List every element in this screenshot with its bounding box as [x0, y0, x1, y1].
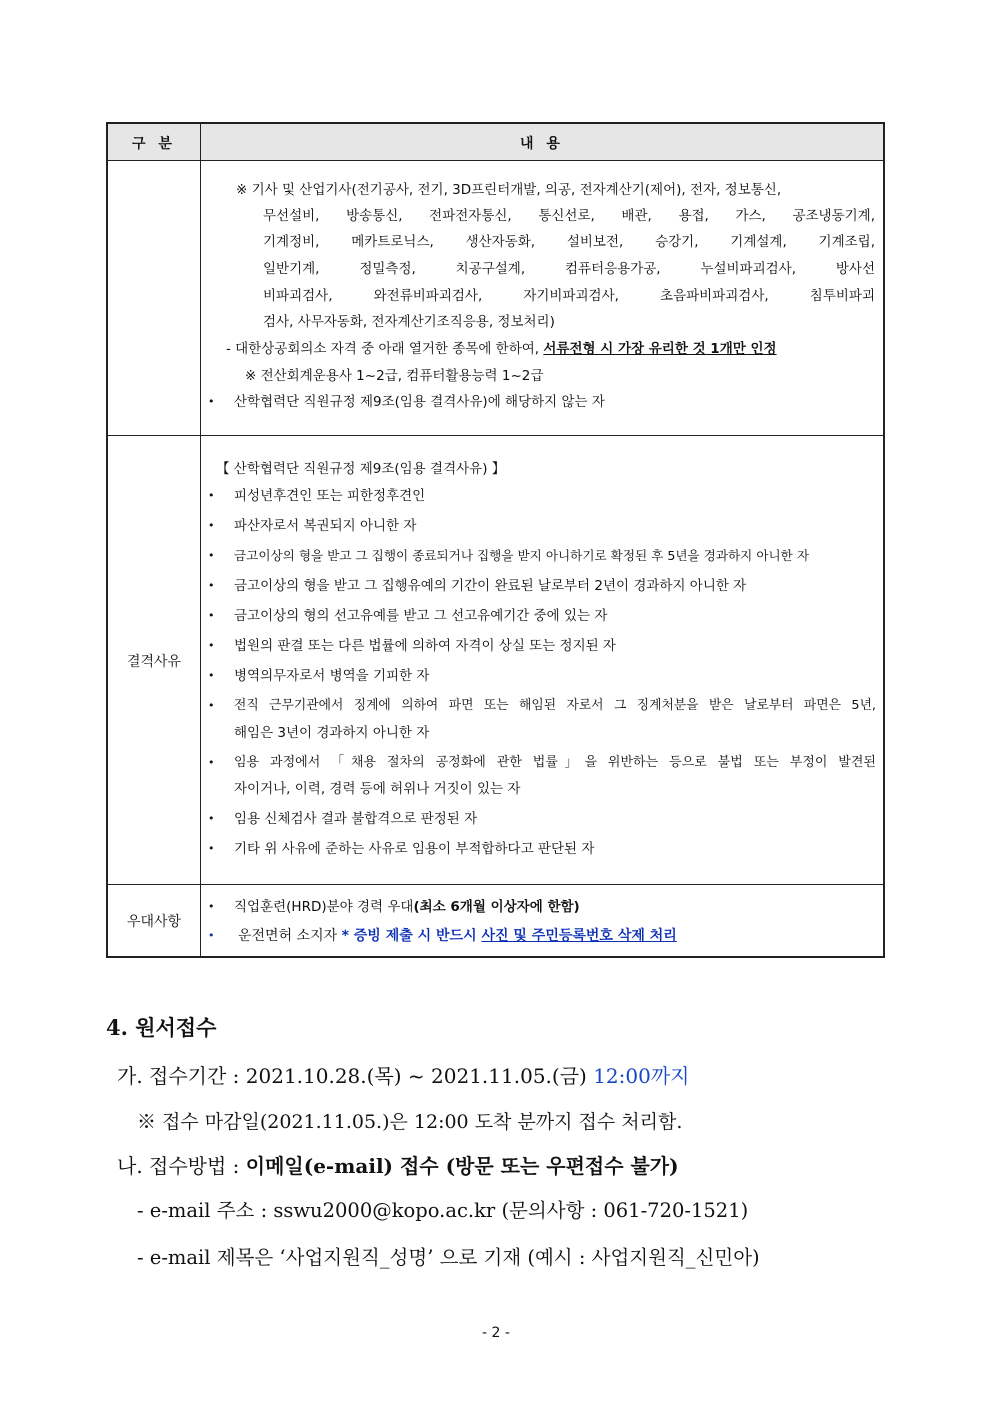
note-line: 무선설비, 방송통신, 전파전자통신, 통신선로, 배관, 용접, 가스, 공조냉동기계, — [263, 208, 875, 224]
row-divider — [108, 435, 883, 436]
preference-text: 운전면허 소지자 — [238, 928, 342, 944]
note-line: ※ 기사 및 산업기사(전기공사, 전기, 3D프린터개발, 의공, 전자계산기(제어), 전자, 정보통신, — [236, 182, 782, 198]
row-label-disqualification: 결격사유 — [126, 654, 182, 670]
preference-text: 직업훈련(HRD)분야 경력 우대 — [234, 899, 414, 915]
deadline-note: ※ 접수 마감일(2021.11.05.)은 12:00 도착 분까지 접수 처리함. — [137, 1111, 683, 1133]
period-text: 가. 접수기간 : 2021.10.28.(목) ~ 2021.11.05.(금) — [117, 1064, 594, 1088]
star-mark: * — [341, 928, 354, 944]
bullet-icon: • — [208, 639, 215, 652]
requirements-table — [106, 122, 885, 958]
chamber-text: - 대한상공회의소 자격 중 아래 열거한 종목에 한하여, — [226, 341, 544, 357]
list-item: 임용 과정에서 「채용 절차의 공정화에 관한 법률」을 위반하는 등으로 불법 또는 부정이 발견된 — [234, 755, 876, 770]
list-item-continuation: 자이거나, 이력, 경력 등에 허위나 거짓이 있는 자 — [234, 781, 521, 797]
page-number: - 2 - — [482, 1325, 510, 1341]
period-deadline: 12:00까지 — [593, 1064, 690, 1088]
preference-item — [234, 898, 580, 916]
note-line: 비파괴검사, 와전류비파괴검사, 자기비파괴검사, 초음파비파괴검사, 침투비파괴 — [263, 288, 875, 304]
table-header — [108, 124, 883, 161]
bullet-icon: • — [208, 842, 215, 855]
note-line: 일반기계, 정밀측정, 치공구설계, 컴퓨터응용가공, 누설비파괴검사, 방사선 — [263, 261, 875, 277]
bullet-icon: • — [208, 579, 215, 592]
column-divider — [200, 124, 201, 956]
method-emphasis: 이메일(e-mail) 접수 (방문 또는 우편접수 불가) — [245, 1154, 679, 1178]
email-subject-line: - e-mail 제목은 ‘사업지원직_성명’ 으로 기재 (예시 : 사업지원직_신민아) — [137, 1246, 760, 1269]
list-item: 금고이상의 형을 받고 그 집행이 종료되거나 집행을 받지 아니하기로 확정된 후 5년을 경과하지 아니한 자 — [234, 548, 810, 563]
list-item: 전직 근무기관에서 징계에 의하여 파면 또는 해임된 자로서 그 징계처분을 받은 날로부터 파면은 5년, — [234, 698, 876, 713]
preference-emphasis: 증빙 제출 시 반드시 — [353, 928, 482, 944]
bullet-icon: • — [208, 519, 215, 532]
bullet-icon: • — [208, 756, 215, 769]
list-item: 법원의 판결 또는 다른 법률에 의하여 자격이 상실 또는 정지된 자 — [234, 638, 616, 654]
bullet-icon: • — [208, 609, 215, 622]
application-method — [117, 1153, 679, 1179]
regulation-title: 【 산학협력단 직원규정 제9조(임용 결격사유) 】 — [216, 461, 506, 477]
preference-item — [238, 927, 677, 945]
bullet-icon: • — [208, 549, 215, 562]
row-divider — [108, 884, 883, 885]
method-label: 나. 접수방법 : — [117, 1154, 246, 1178]
list-item: 금고이상의 형의 선고유예를 받고 그 선고유예기간 중에 있는 자 — [234, 608, 608, 624]
list-item: 기타 위 사유에 준하는 사유로 임용이 부적합하다고 판단된 자 — [234, 841, 595, 857]
bullet-icon: • — [208, 929, 215, 942]
header-category: 구 분 — [132, 136, 176, 152]
bullet-icon: • — [208, 395, 215, 408]
bullet-text: 산학협력단 직원규정 제9조(임용 결격사유)에 해당하지 않는 자 — [234, 394, 605, 410]
header-content: 내 용 — [520, 136, 564, 152]
chamber-qualification — [226, 340, 777, 358]
email-address-line: - e-mail 주소 : sswu2000@kopo.ac.kr (문의사항 : 061-720-1521) — [137, 1199, 749, 1222]
preference-underlined: 사진 및 주민등록번호 삭제 처리 — [481, 928, 677, 944]
list-item-continuation: 해임은 3년이 경과하지 아니한 자 — [234, 725, 430, 741]
application-period — [117, 1063, 689, 1089]
preference-emphasis: (최소 6개월 이상자에 한함) — [413, 899, 580, 915]
bullet-icon: • — [208, 669, 215, 682]
bullet-icon: • — [208, 900, 215, 913]
list-item: 금고이상의 형을 받고 그 집행유예의 기간이 완료된 날로부터 2년이 경과하지 아니한 자 — [234, 578, 747, 594]
list-item: 임용 신체검사 결과 불합격으로 판정된 자 — [234, 811, 478, 827]
note-line: 기계정비, 메카트로닉스, 생산자동화, 설비보전, 승강기, 기계설계, 기계조립, — [263, 234, 875, 250]
section-heading: 4. 원서접수 — [106, 1015, 217, 1040]
bullet-icon: • — [208, 699, 215, 712]
list-item: 파산자로서 복권되지 아니한 자 — [234, 518, 417, 534]
sub-note: ※ 전산회계운용사 1~2급, 컴퓨터활용능력 1~2급 — [245, 368, 544, 384]
note-line: 검사, 사무자동화, 전자계산기조직응용, 정보처리) — [263, 314, 555, 330]
bullet-icon: • — [208, 812, 215, 825]
list-item: 병역의무자로서 병역을 기피한 자 — [234, 668, 430, 684]
row-label-preference: 우대사항 — [126, 914, 182, 930]
chamber-emphasis: 서류전형 시 가장 유리한 것 1개만 인정 — [543, 341, 777, 357]
bullet-icon: • — [208, 489, 215, 502]
list-item: 피성년후견인 또는 피한정후견인 — [234, 488, 426, 504]
